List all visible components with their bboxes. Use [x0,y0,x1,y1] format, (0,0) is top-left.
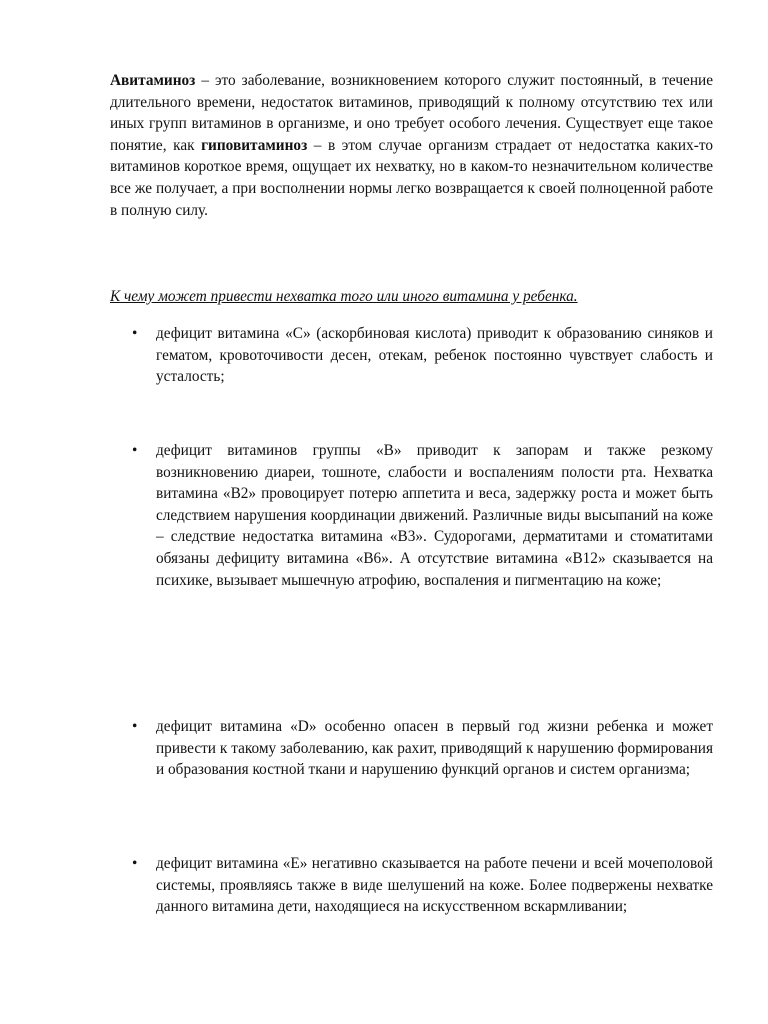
list-item-text: дефицит витамина «С» (аскорбиновая кислота) приводит к образованию синяков и гематом, кровоточивости десен, отекам, ребенок постоянно чувствует слабость и усталость; [156,325,713,386]
list-item-vitamin-b [132,440,713,591]
term-hypovitaminosis: гиповитаминоз [201,136,308,154]
bullet-icon: • [132,325,138,342]
bullet-icon: • [132,442,138,459]
bullet-icon: • [132,855,138,872]
list-item-text: дефицит витаминов группы «В» приводит к запорам и также резкому возникновению диареи, тошноте, слабости и воспалениям полости рта. Нехватка витамина «В2» провоцирует потерю аппетита и веса, задержку роста и может быть следствием нарушения координации движений. Различные виды высыпаний на коже – следствие недостатка витамина «В3». Судорогами, дерматитами и стоматитами обязаны дефициту витамина «В6». А отсутствие витамина «В12» сказывается на психике, вызывает мышечную атрофию, воспаления и пигментацию на коже; [156,442,713,589]
list-item-vitamin-d [132,716,713,781]
list-item-vitamin-c [132,323,713,388]
list-item-text: дефицит витамина «Е» негативно сказывается на работе печени и всей мочеполовой системы, проявляясь также в виде шелушений на коже. Более подвержены нехватке данного витамина дети, находящиеся на искусственном вскармливании; [156,855,713,916]
intro-text-part1: – это заболевание, возникновением которого служит постоянный, в течение длительного времени, недостаток витаминов, приводящий к полному отсутствию тех или иных групп витаминов в организме, и оно требует особого лечения. Существует еще такое понятие, как [110,72,713,154]
term-avitaminosis: Авитаминоз [110,72,196,89]
bullet-icon: • [132,718,138,735]
list-item-text: дефицит витамина «D» особенно опасен в первый год жизни ребенка и может привести к такому заболеванию, как рахит, приводящий к нарушению формирования и образования костной ткани и нарушению функций органов и систем организма; [156,718,713,779]
list-item-vitamin-e [132,853,713,918]
intro-text-part2: – в этом случае организм страдает от недостатка каких-то витаминов короткое время, ощущает их нехватку, но в каком-то незначительном количестве все же получает, а при восполнении нормы легко возвращается к своей полноценной работе в полную силу. [110,136,713,219]
section-subheading: К чему может привести нехватка того или иного витамина у ребенка. [110,288,578,305]
intro-paragraph [110,70,713,221]
